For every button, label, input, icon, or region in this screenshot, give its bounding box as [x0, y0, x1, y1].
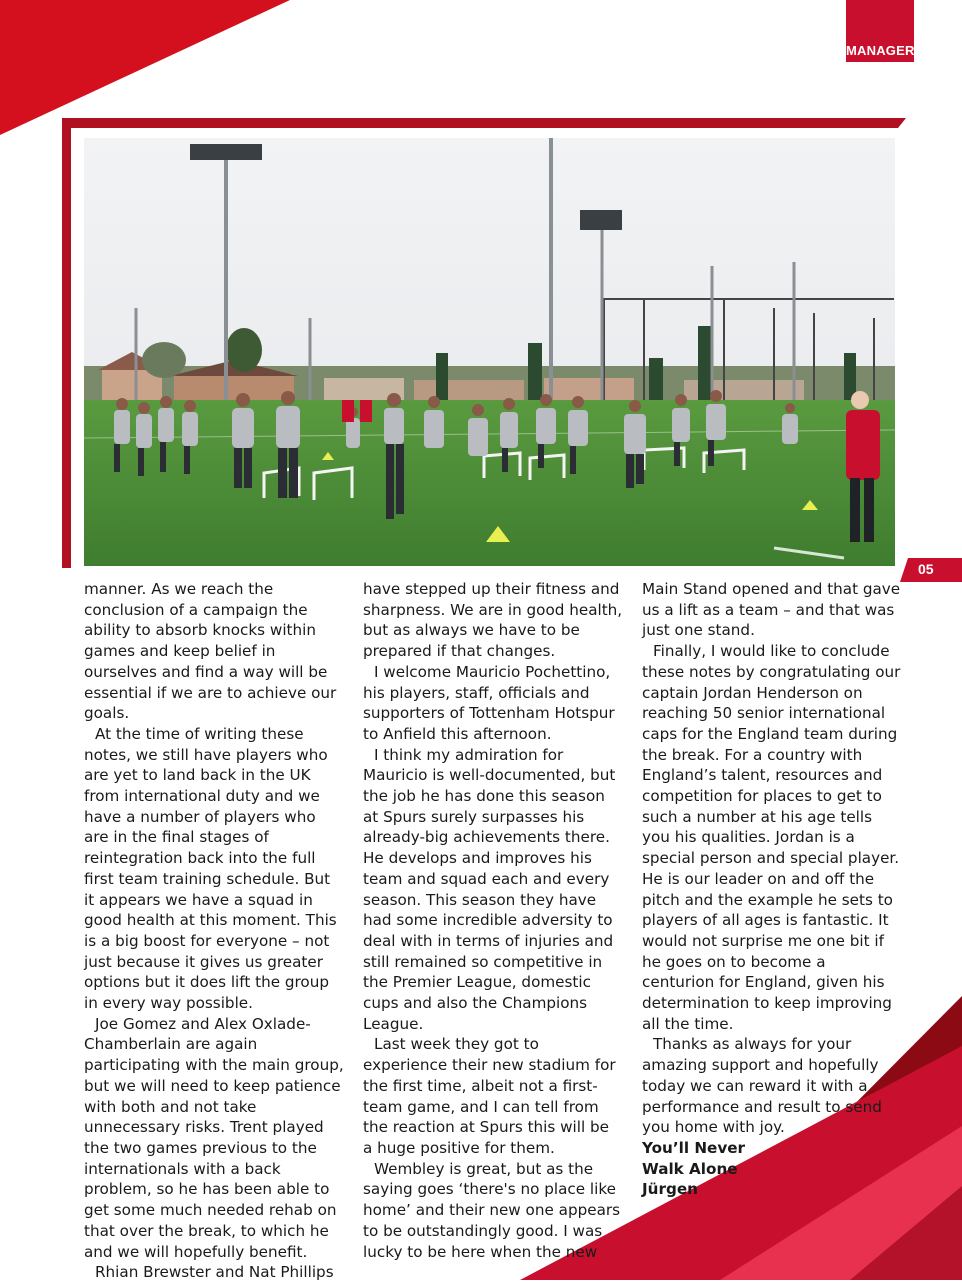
photo-frame-top [62, 118, 906, 128]
paragraph: Joe Gomez and Alex Oxlade-Chamberlain are again participating with the main group, but we will need to keep patience with both and not take unnecessary risks. Trent played the two games previous to the internationals with a back problem, so he has been able to get some much needed rehab on that over the break, to which he and we will hopefully benefit. [84, 1014, 344, 1261]
page-number-label: 05 [918, 561, 934, 577]
signoff-signature: Jürgen [642, 1180, 698, 1199]
paragraph: Finally, I would like to conclude these notes by congratulating our captain Jordan Henderson on reaching 50 senior international caps for the England team during the break. For a country with England’s talent, resources and competition for places to get to such a number at his age tells you his qualities. Jordan is a special person and special player. He is our leader on and off the pitch and the example he sets to players of all ages is fantastic. It would not surprise me one bit if he goes on to become a centurion for England, given his determination to keep improving all the time. [642, 642, 901, 1033]
page-number [900, 558, 962, 582]
paragraph: At the time of writing these notes, we still have players who are yet to land back in the UK from international duty and we have a number of players who are in the final stages of reintegration back into the full first team training schedule. But it appears we have a squad in good health at this moment. This is a big boost for everyone – not just because it gives us greater options but it does lift the group in every way possible. [84, 724, 337, 1013]
section-tab [846, 0, 914, 62]
paragraph: Rhian Brewster and Nat Phillips [95, 1263, 334, 1282]
paragraph: I think my admiration for Mauricio is well-documented, but the job he has done this season at Spurs surely surpasses his already-big achievements there. He develops and improves his team and squad each and every season. This season they have had some incredible adversity to deal with in terms of injuries and still remained so competitive in the Premier League, domestic cups and also the Champions League. [363, 745, 616, 1033]
article-column-3 [642, 579, 902, 1200]
paragraph: Wembley is great, but as the saying goes ‘there's no place like home’ and their new one appears to be outstandingly good. I was lucky to be here when the new [363, 1159, 621, 1261]
paragraph: have stepped up their fitness and sharpness. We are in good health, but as always we have to be prepared if that changes. [363, 580, 623, 661]
paragraph: manner. As we reach the conclusion of a campaign the ability to absorb knocks within games and keep belief in ourselves and find a way will be essential if we are to achieve our goals. [84, 580, 337, 723]
paragraph: Main Stand opened and that gave us a lift as a team – and that was just one stand. [642, 580, 901, 640]
paragraph: I welcome Mauricio Pochettino, his players, staff, officials and supporters of Tottenham Hotspur to Anfield this afternoon. [363, 662, 615, 743]
training-photo [84, 138, 895, 566]
signoff-line: You’ll Never [642, 1138, 746, 1157]
corner-decoration-top-left [0, 0, 290, 135]
article-column-1 [84, 579, 344, 1283]
article-column-2 [363, 579, 623, 1262]
signoff-line: Walk Alone [642, 1159, 738, 1178]
paragraph: Thanks as always for your amazing support and hopefully today we can reward it with a performance and result to send you home with joy. [642, 1035, 882, 1137]
photo-frame-left [62, 118, 71, 568]
paragraph: Last week they got to experience their new stadium for the first time, albeit not a first-team game, and I can tell from the reaction at Spurs this will be a huge positive for them. [363, 1035, 616, 1157]
section-tab-label: MANAGER [846, 43, 915, 58]
